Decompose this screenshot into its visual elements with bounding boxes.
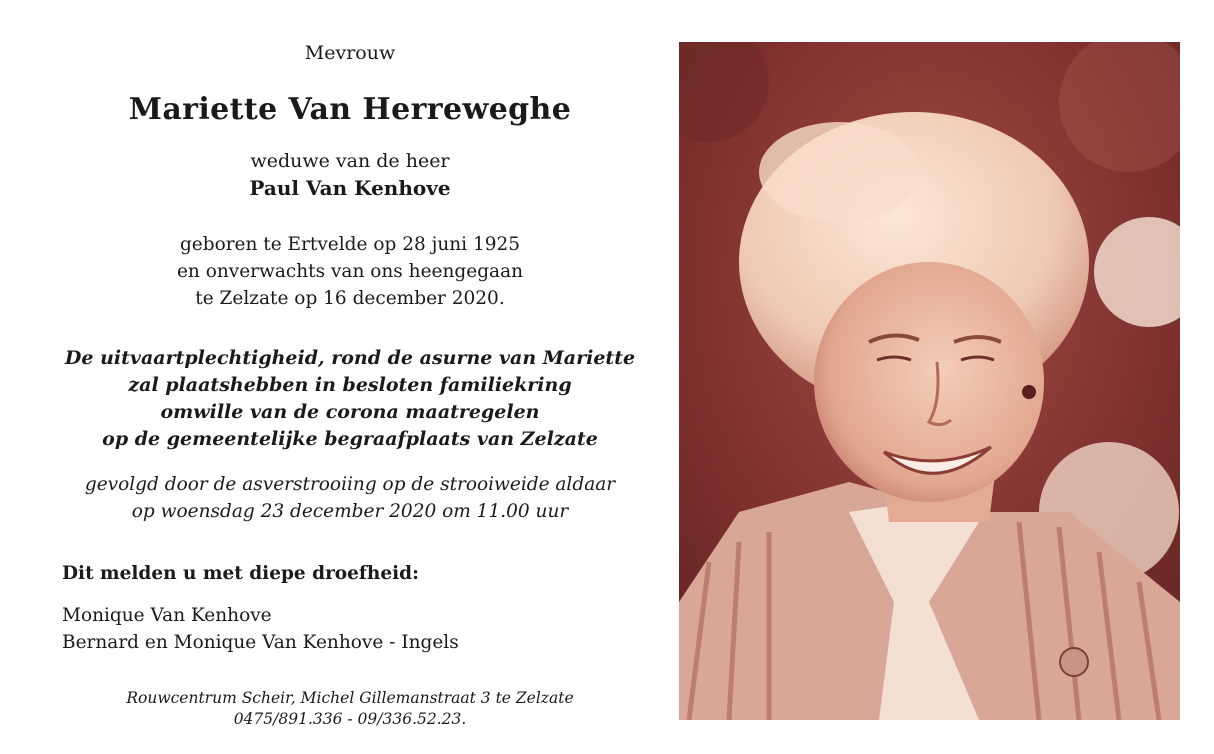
family-list [62, 602, 652, 656]
funeral-home-info [55, 688, 645, 730]
scatter-line-2: op woensdag 23 december 2020 om 11.00 uur [131, 501, 569, 522]
ceremony-line-2: zal plaatshebben in besloten familiekring [128, 374, 572, 396]
deceased-name: Mariette Van Herreweghe [128, 92, 572, 127]
ceremony-line-3: omwille van de corona maatregelen [160, 401, 540, 423]
portrait-photo [679, 42, 1180, 720]
ceremony-info [55, 345, 645, 453]
birth-line-3: te Zelzate op 16 december 2020. [195, 288, 505, 309]
birth-death-info [55, 231, 645, 312]
scattering-info [55, 471, 645, 525]
family-member: Monique Van Kenhove [62, 605, 272, 626]
birth-line-1: geboren te Ertvelde op 28 juni 1925 [179, 234, 521, 255]
announcement-heading: Dit melden u met diepe droefheid: [62, 563, 419, 584]
widow-line: weduwe van de heer [250, 150, 450, 172]
funeral-home-phone: 0475/891.336 - 09/336.52.23. [233, 710, 467, 728]
ceremony-line-4: op de gemeentelijke begraafplaats van Zelzate [102, 428, 598, 450]
scatter-line-1: gevolgd door de asverstrooiing op de strooiweide aldaar [84, 474, 616, 495]
funeral-home-address: Rouwcentrum Scheir, Michel Gillemanstraat 3 te Zelzate [126, 689, 574, 707]
birth-line-2: en onverwachts van ons heengegaan [176, 261, 524, 282]
honorific: Mevrouw [304, 42, 396, 64]
spouse-name: Paul Van Kenhove [249, 176, 451, 200]
family-member: Bernard en Monique Van Kenhove - Ingels [62, 632, 459, 653]
ceremony-line-1: De uitvaartplechtigheid, rond de asurne van Mariette [64, 347, 636, 369]
